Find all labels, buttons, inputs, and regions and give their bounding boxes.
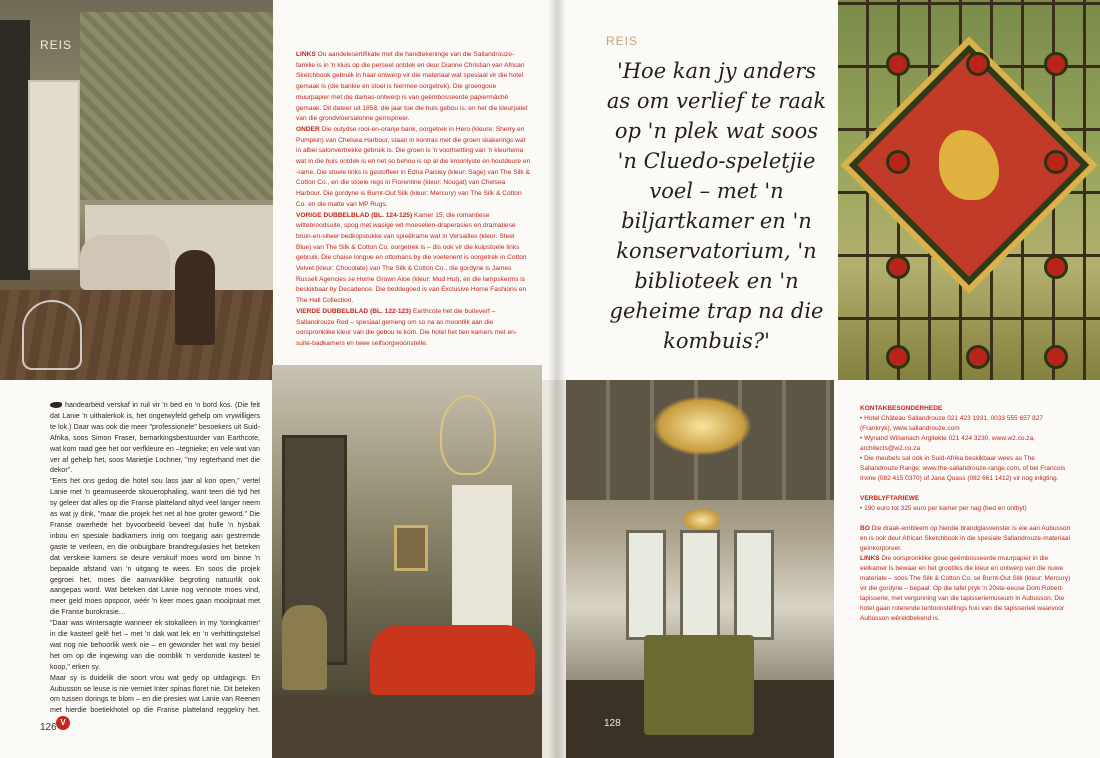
page-number-left: 126 [40,722,57,733]
body-paragraph: Maar sy is duidelik die soort vrou wat gedy op uitdagings. En Aubusson se leuse is nie verniet Inter spinas floret nie. Dit beteken om tussen dorings te blom – en die presies wat Lanie van Reenen met hierdie boetiekhotel op die Franse platteland reggekry het.V [50,673,260,731]
body-paragraph: "Daar was wintersagte wanneer ek stokalleen in my 'toringkamer' in die kasteel gelê het – met 'n dak wat lek en 'n verhittingstelsel wat nog nie behoorlik werk nie – en gewonder het wat my besiel het om op die ingewing van die oomblik 'n verdomde kasteel te koop," erken sy. [50,619,260,671]
chandelier-icon [652,396,752,456]
caption-bo [860,524,1072,554]
caption-text-vorige: Kamer 15, die romantiese wittebroodsuite, spog met wasige wit moeselien-draperasies en dramatiese bruin-en-silwer bedkopstukke van spieëlrame wat in Versailles (kleur: Steel Blue) van The Silk & Cotton Co. oorgetrek is – dis ook vir die kuipstoele links gebruik. Die chaise longue en ottomans by die voetenent is oorgetrek in Cotton Velvet (kleur: Chocolate) van The Silk & Cotton Co., die gordyne is James Russell Agencies se Home Grown Aloe (kleur: Mud Hut), en die lampskerms is beskikbaar by Decadence. Die beddegoed is van Exclusive Home Fashions en The Hall Collection. [296,211,527,305]
section-label-right: REIS [606,34,639,48]
section-label-left: REIS [40,38,73,52]
body-paragraph: handearbeid verskaf in ruil vir 'n bed en 'n bord kos. (Die feit dat Lanie 'n uithalerkok is, het ongetwyfeld gehelp om vrywilligers te lok.) Daar was ook die meer "professionele" besoekers uit Suid-Afrika, soos Simon Fraser, bemarkingsbestuurder van Earthcote, wat kom raad gee het oor verfkleure en –tegnieke; en vele wat van ver af gehelp het, soos Marietjie Lochner, "my regterhand met die dekor". [50,401,260,475]
caption-label-links-right: LINKS [860,555,880,562]
end-mark-icon: V [56,716,70,730]
spine-gutter [548,0,566,758]
chandelier-icon [440,395,496,475]
rates-text: • 190 euro tot 325 euro per kamer per nag (bed en ontbyt) [860,505,1027,512]
bird-icon [50,402,62,408]
caption-label-vorige: VORIGE DUBBELBLAD (BL. 124-125) [296,211,413,219]
contact-item: • Die meubels sal ook in Suid-Afrika beskikbaar wees as The Sallandrouze Range; www.the-sallandrouze-range.com, of bel Francois Irvine (082 415 0370) of Jana Quass (082 661 1412) vir nog inligting. [860,455,1066,482]
salon-photo [0,0,273,380]
caption-text-links-right: Die oorspronklike goue geëmbosseerde muurpapier in die eetkamer is bewaar en het grootliks die kleur en ontwerp van die nuwe materiale – soos The Silk & Cotton Co. se Burnt-Out Silk (kleur: Mercury) vir die gordyne – bepaal. Op die tafel pryk 'n 20ste-eeuse Dom Robert-tapisserie, met vergunning van die tapisseriemuseum in Aubusson. Die hotel gaan roterende tentoonstellings hou van die tapisserieë waarvoor Aubusson wêreldbekend is. [860,555,1071,622]
caption-label-bo: BO [860,525,870,532]
stained-glass-photo [838,0,1100,380]
caption-label-onder: ONDER [296,125,320,133]
contact-details [860,404,1072,624]
body-paragraph: "Eers het ons gedog die hotel sou lass jaar al kon open," vertel Lanie met 'n geamuseerde skouerophaling, want teen dié tyd het sy geleer dat alles op die Franse platteland altyd veel langer neem as wat jy dink, "maar die projek het net al hoe groter geword." Die Franse owerhede het byvoorbeeld beveel dat hulle 'n hysbak inbou en spesiale badkamers inrig om toegang aan gestremde gaste te verleen, en die onbuigbare brandregulasies het beteken dat verskeie kamers se deure verskuif moes word om binne 'n bepaalde afstand van 'n uitgang te wees. En soos die projek gegroei het, moes die aanvanklike begroting natuurlik ook aangepas word. Wat beteken dat Lanie nog vennote moes vind, meer geld moes opspoor, wéér 'n keer moes gaan mooipraat met die Franse burokrasie… [50,477,260,617]
caption-label-vierde: VIERDE DUBBELBLAD (BL. 122-123) [296,307,412,315]
pull-quote: 'Hoe kan jy anders as om verlief te raak op 'n plek wat soos 'n Cluedo-speletjie voel – met 'n biljartkamer en 'n konservatorium, 'n biblioteek en 'n geheime trap na die kombuis?' [606,59,827,353]
contact-item: • Hotel Château Sallandrouze 021 423 1931, 0033 555 657 827 (Frankryk), www.sallandrouze.com [860,415,1043,432]
photo-captions [296,50,531,350]
caption-text-onder: Die outydse rooi-en-oranje bank, oorgetrek in Hero (kleure: Sherry en Pumpkin) van Chelsea Harbour, staan in kontras met die groen skakerings wat in albei salonvertrekke gebruik is. Die groen is 'n voortsetting van 'n kleurtema wat in die huis ontdek is en net so behou is op al die kroonlyste en houtdeure en -rame. Die stoele links is gestoffeer in Edna Paisley (kleur: Sage) van The Silk & Cotton Co., en die stoele regs in Florentine (kleur: Nougat) van Chelsea Harbour. Die gordyne is Burnt-Out Silk (kleur: Mercury) van The Silk & Cotton Co. en die matte van MP Rugs. [296,125,531,208]
caption-links-right [860,554,1072,624]
rates-heading: VERBLYFTARIEWE [860,495,920,502]
crest-emblem [22,300,82,370]
green-salon-photo [272,365,542,758]
article-body [50,400,260,730]
caption-text-bo: Die draak-embleem op hierdie brandglasvenster is eie aan Aubusson en is ook deur African Sketchbook in die spesiale Sallandrouze-materiaal geïnkorporeer. [860,525,1071,552]
dining-room-photo [566,380,834,758]
caption-text-links: Ou aandelesertifikate met die handtekeninge van die Sallandrouze-familie is in 'n kluis op die perseel ontdek en deur Dianne Christian van African Sketchbook gebruik in haar ontwerp vir die materiaal wat spesiaal vir die hotel gemaak is (die bankie en stoel is hiermee oorgetrek). Die groengoue muurpapier met die damas-ontwerp is van geëmbosseerde papiermâché gemaak. Dit dateer uit 1858, die jaar toe die huis gebou is, en het die kleurpalet van die grondvloersalonne geïnspireer. [296,51,528,123]
page-number-right: 128 [604,718,621,729]
caption-label-links: LINKS [296,51,316,58]
contact-item: • Wynand Wilsenach Argitekte 021 424 3230, www.w2.co.za, architects@w2.co.za [860,435,1035,452]
contact-heading: KONTAKBESONDERHEDE [860,405,943,412]
caption-text-vierde: Earthcote het die buiteverf – Sallandrouze Red – spesiaal gemeng om so na as moontlik aan die oorspronklike kleur van die gebou te kom. Die hotel het tien kamers met en-suite-badkamers en twee selfsorgwoonstelle. [296,307,518,347]
